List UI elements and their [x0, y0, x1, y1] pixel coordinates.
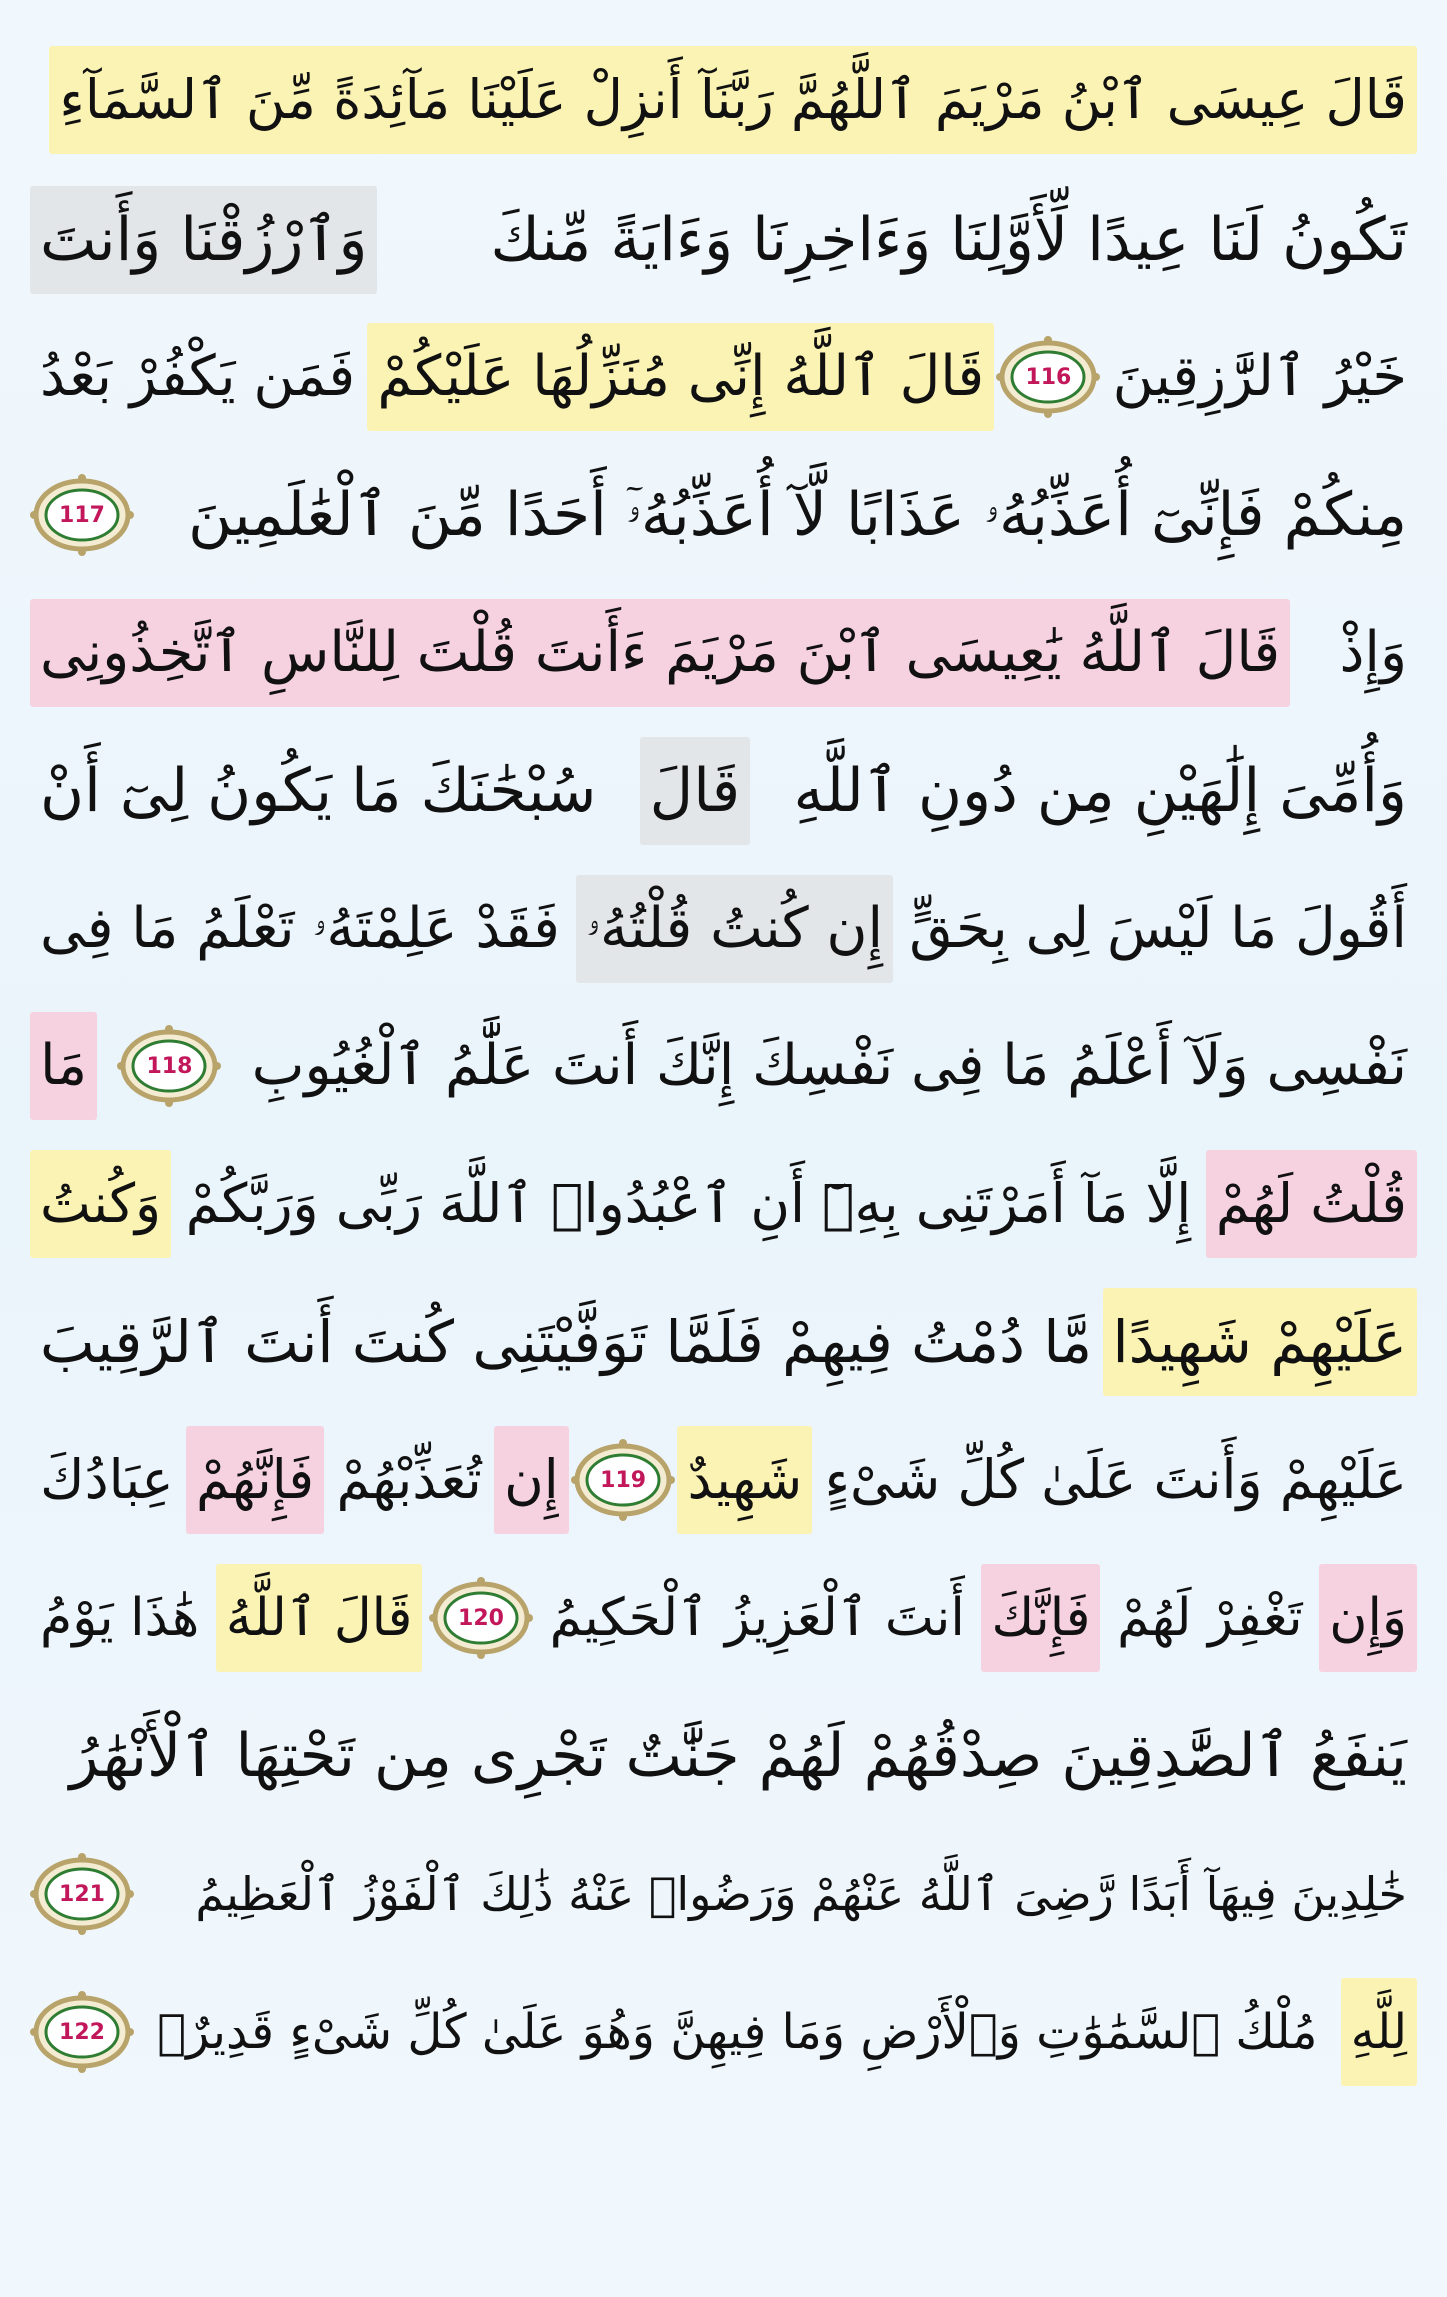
verse-text: يَنفَعُ ٱلصَّٰدِقِينَ صِدْقُهُمْ لَهُمْ جَنَّٰتٌ تَجْرِى مِن تَحْتِهَا ٱلْأَنْهَٰرُ: [69, 1721, 1407, 1791]
highlighted-verse-text: قَالَ ٱللَّهُ: [216, 1564, 422, 1672]
verse-line: [30, 170, 1417, 310]
ayah-number: 122: [59, 2019, 105, 2045]
verse-text: فَمَن يَكْفُرْ بَعْدُ: [40, 344, 356, 409]
verse-text: نَفْسِى وَلَآ أَعْلَمُ مَا فِى نَفْسِكَ إِنَّكَ أَنتَ عَلَّٰمُ ٱلْغُيُوبِ: [251, 1033, 1407, 1098]
verse-line: [30, 1410, 1417, 1550]
highlighted-verse-text: قَالَ عِيسَى ٱبْنُ مَرْيَمَ ٱللَّهُمَّ رَبَّنَآ أَنزِلْ عَلَيْنَا مَآئِدَةً مِّنَ ٱلسَّمَآءِ: [49, 46, 1417, 154]
verse-text: عَلَيْهِمْ وَأَنتَ عَلَىٰ كُلِّ شَىْءٍ: [824, 1448, 1407, 1511]
highlighted-verse-text: فَإِنَّهُمْ: [186, 1426, 324, 1534]
verse-line: [30, 1962, 1417, 2102]
ayah-number-marker: [429, 1576, 533, 1660]
ayah-number: 117: [59, 502, 105, 528]
highlighted-verse-text: إِن: [494, 1426, 569, 1534]
verse-line: [30, 1686, 1417, 1826]
ayah-number-marker: [30, 1852, 134, 1936]
highlighted-verse-text: قَالَ ٱللَّهُ إِنِّى مُنَزِّلُهَا عَلَيْكُمْ: [367, 323, 994, 431]
verse-line: [30, 996, 1417, 1136]
ayah-number-marker: [30, 1990, 134, 2074]
verse-line: [30, 1134, 1417, 1274]
verse-line: [30, 1272, 1417, 1412]
ayah-number: 118: [146, 1053, 193, 1079]
highlighted-verse-text: قَالَ: [640, 737, 751, 845]
ayah-number: 120: [458, 1605, 504, 1631]
ayah-number: 116: [1025, 364, 1072, 390]
verse-line: [30, 30, 1417, 170]
verse-line: [30, 1824, 1417, 1964]
verse-text: تُعَذِّبْهُمْ: [336, 1448, 482, 1511]
verse-text: وَأُمِّىَ إِلَٰهَيْنِ مِن دُونِ ٱللَّهِ: [793, 756, 1407, 826]
verse-text: تَغْفِرْ لَهُمْ: [1117, 1588, 1303, 1648]
highlighted-verse-text: وَكُنتُ: [30, 1150, 171, 1258]
verse-line: [30, 445, 1417, 585]
highlighted-verse-text: إِن كُنتُ قُلْتُهُۥ: [576, 875, 893, 983]
verse-text: أَنتَ ٱلْعَزِيزُ ٱلْحَكِيمُ: [549, 1588, 965, 1648]
verse-text: أَقُولَ مَا لَيْسَ لِى بِحَقٍّ: [909, 896, 1407, 961]
verse-text: عِبَادُكَ: [40, 1448, 174, 1511]
highlighted-verse-text: وَإِن: [1319, 1564, 1417, 1672]
verse-text: هَٰذَا يَوْمُ: [40, 1588, 200, 1648]
ayah-number-marker: [30, 473, 134, 557]
highlighted-verse-text: قَالَ ٱللَّهُ يَٰعِيسَى ٱبْنَ مَرْيَمَ ءَأَنتَ قُلْتَ لِلنَّاسِ ٱتَّخِذُونِى: [30, 599, 1290, 707]
ayah-number: 121: [59, 1881, 105, 1907]
verse-line: [30, 721, 1417, 861]
verse-text: خَٰلِدِينَ فِيهَآ أَبَدًا رَّضِىَ ٱللَّهُ عَنْهُمْ وَرَضُوا۟ عَنْهُ ذَٰلِكَ ٱلْفَوْزُ ٱلْعَظِيمُ: [195, 1867, 1407, 1921]
verse-text: تَكُونُ لَنَا عِيدًا لِّأَوَّلِنَا وَءَاخِرِنَا وَءَايَةً مِّنكَ: [490, 205, 1407, 275]
verse-text: فَقَدْ عَلِمْتَهُۥ تَعْلَمُ مَا فِى: [40, 896, 560, 961]
highlighted-verse-text: قُلْتُ لَهُمْ: [1206, 1150, 1417, 1258]
highlighted-verse-text: لِلَّهِ: [1341, 1978, 1417, 2086]
ayah-number-marker: [996, 335, 1100, 419]
verse-text: سُبْحَٰنَكَ مَا يَكُونُ لِىٓ أَنْ: [40, 756, 597, 826]
verse-text: مَّا دُمْتُ فِيهِمْ فَلَمَّا تَوَفَّيْتَنِى كُنتَ أَنتَ ٱلرَّقِيبَ: [40, 1308, 1093, 1376]
verse-text: إِلَّا مَآ أَمَرْتَنِى بِهِۦٓ أَنِ ٱعْبُدُوا۟ ٱللَّهَ رَبِّى وَرَبَّكُمْ: [185, 1172, 1192, 1235]
highlighted-verse-text: مَا: [30, 1012, 97, 1120]
verse-line: [30, 859, 1417, 999]
verse-text: خَيْرُ ٱلرَّٰزِقِينَ: [1112, 344, 1407, 409]
ayah-number-marker: [571, 1438, 675, 1522]
ayah-number-marker: [117, 1024, 221, 1108]
verse-line: [30, 583, 1417, 723]
verse-text: مُلْكُ ٱلسَّمَٰوَٰتِ وَٱلْأَرْضِ وَمَا فِيهِنَّ وَهُوَ عَلَىٰ كُلِّ شَىْءٍ قَدِيرٌۢ: [157, 2004, 1318, 2060]
highlighted-verse-text: شَهِيدٌ: [677, 1426, 812, 1534]
highlighted-verse-text: فَإِنَّكَ: [981, 1564, 1100, 1672]
verse-text: مِنكُمْ فَإِنِّىٓ أُعَذِّبُهُۥ عَذَابًا لَّآ أُعَذِّبُهُۥٓ أَحَدًا مِّنَ ٱلْعَٰلَمِينَ: [188, 480, 1407, 550]
highlighted-verse-text: وَٱرْزُقْنَا وَأَنتَ: [30, 186, 377, 294]
highlighted-verse-text: عَلَيْهِمْ شَهِيدًا: [1103, 1288, 1417, 1396]
verse-line: [30, 307, 1417, 447]
verse-text: وَإِذْ: [1339, 620, 1407, 685]
ayah-number: 119: [600, 1467, 647, 1493]
verse-line: [30, 1548, 1417, 1688]
